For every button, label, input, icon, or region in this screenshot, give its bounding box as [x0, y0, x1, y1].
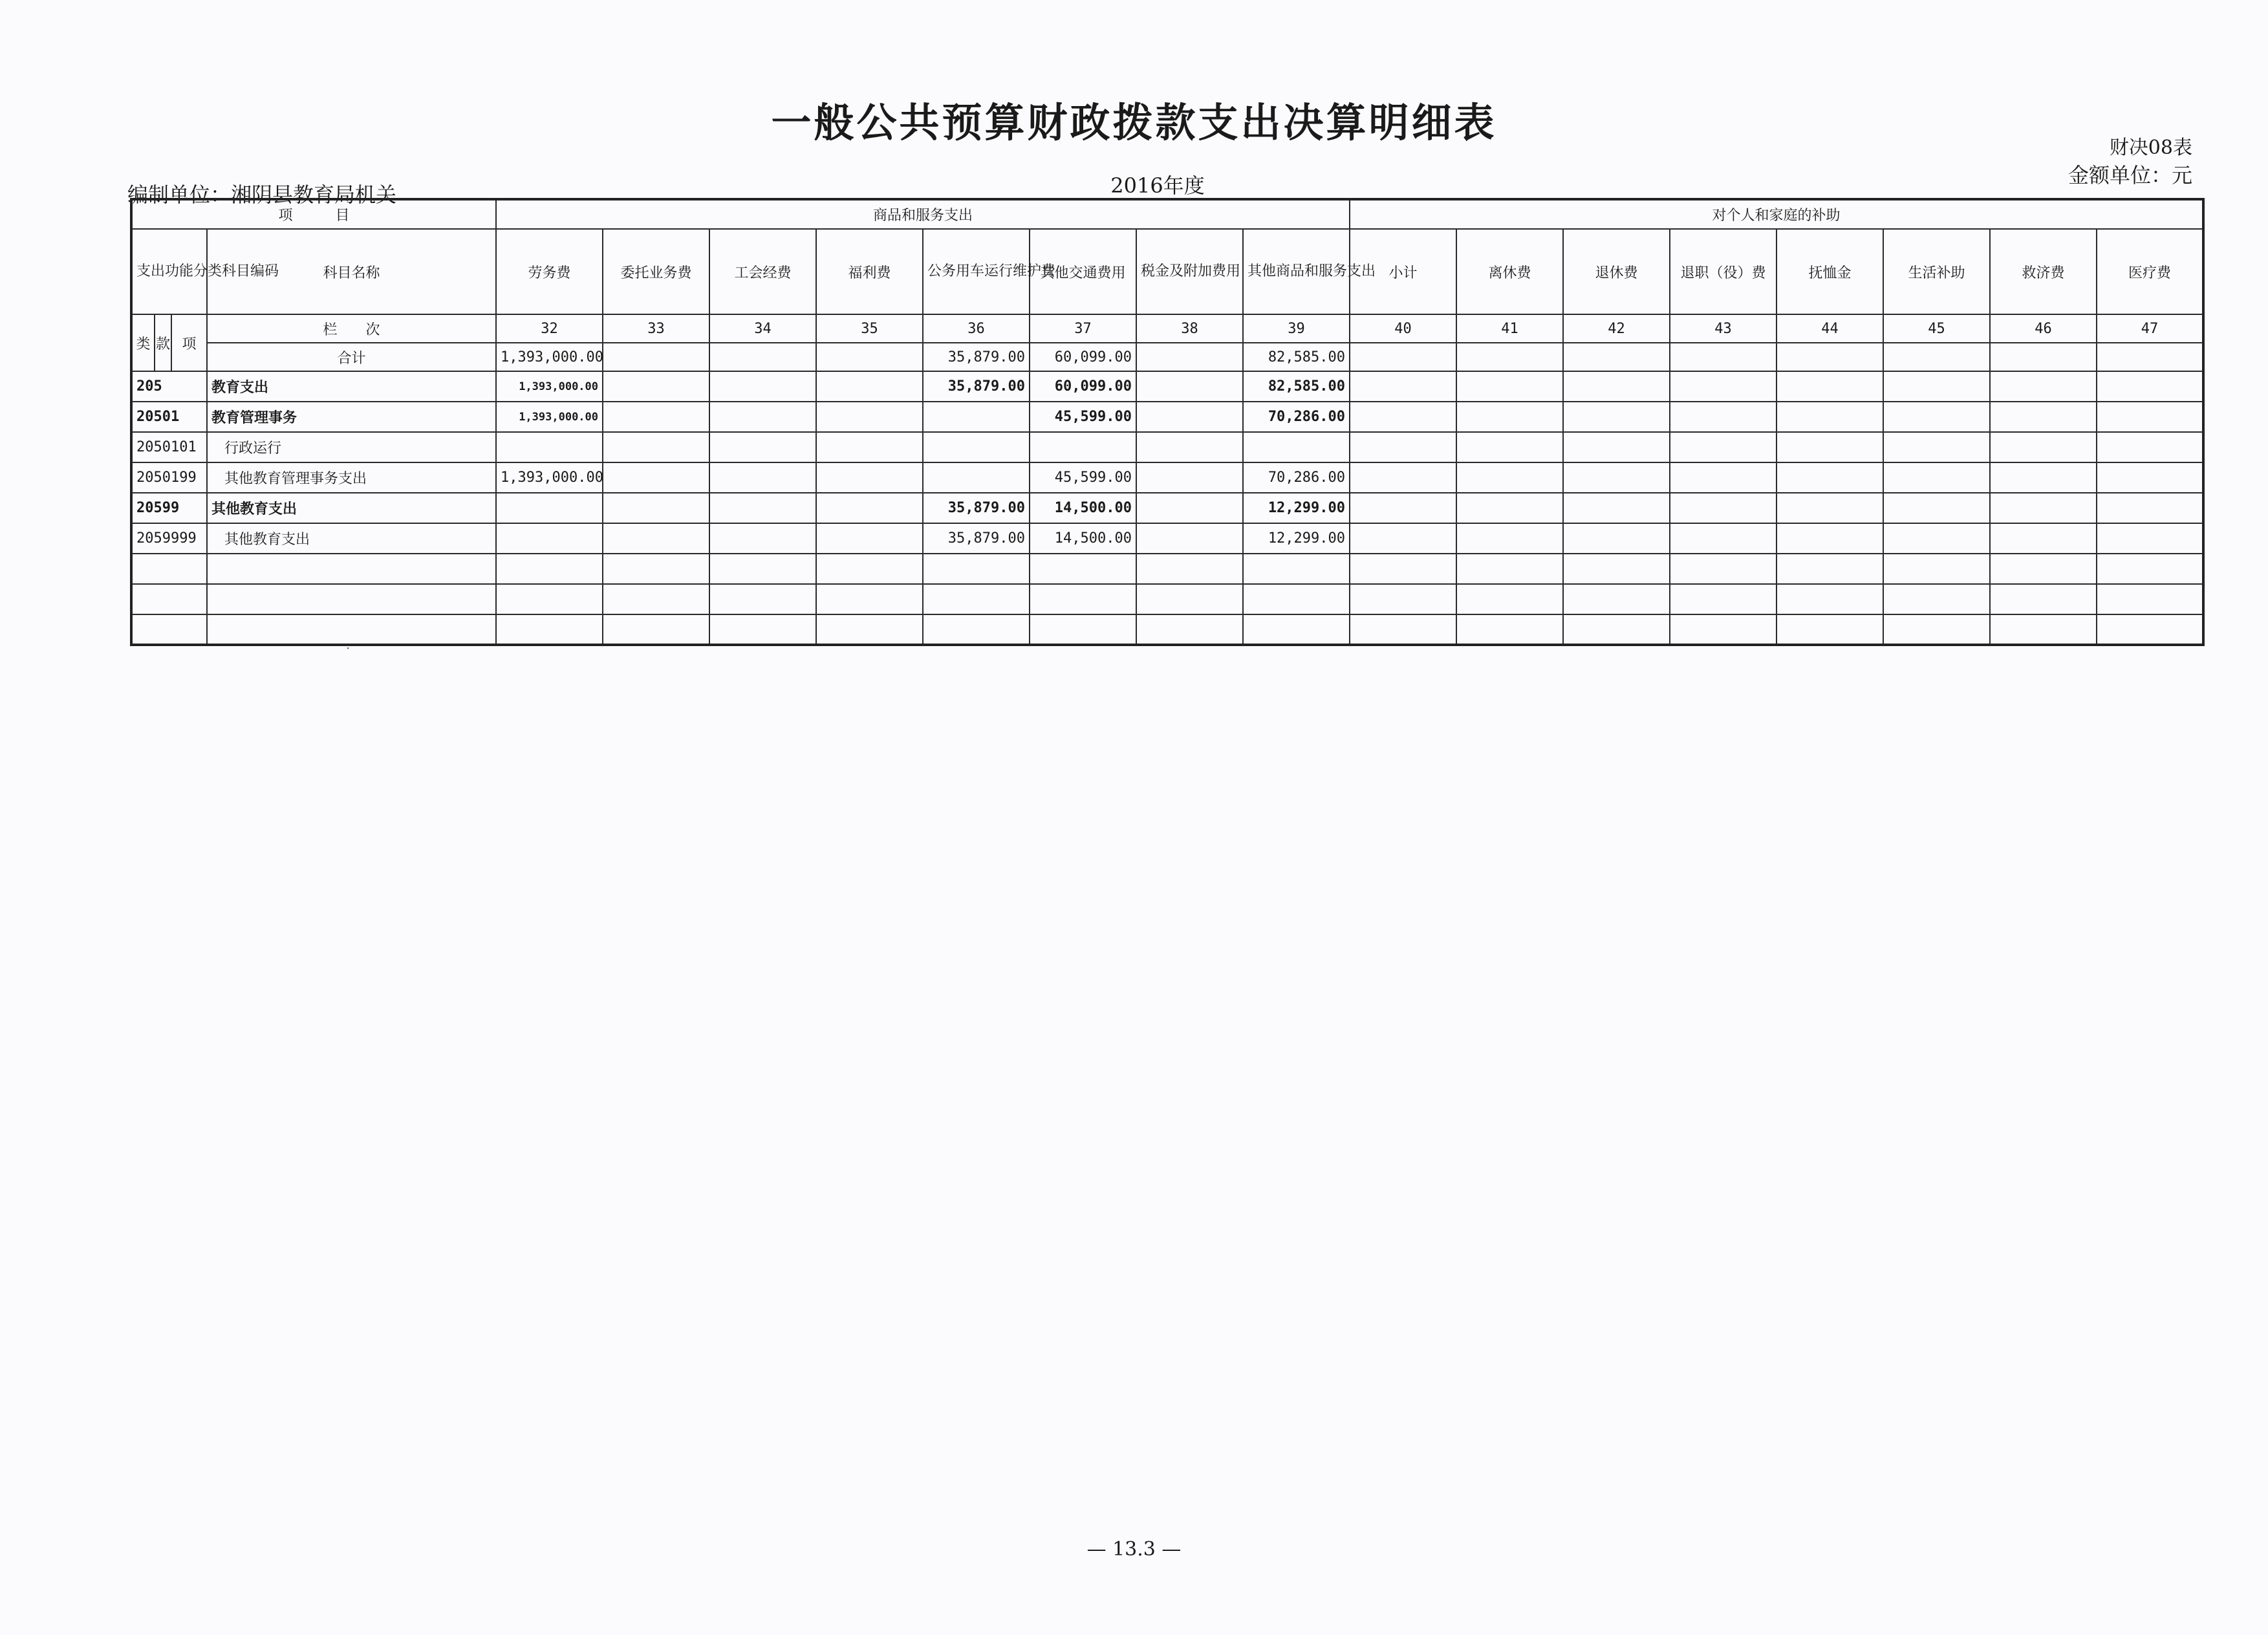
table-cell — [709, 402, 816, 432]
subject-code: 2059999 — [131, 523, 207, 554]
table-cell — [1456, 432, 1563, 462]
table-cell — [816, 554, 923, 584]
table-cell — [1456, 493, 1563, 523]
table-cell — [1670, 584, 1777, 614]
table-cell — [1563, 432, 1670, 462]
table-cell — [496, 584, 603, 614]
table-cell — [923, 584, 1030, 614]
table-cell — [1136, 554, 1243, 584]
table-cell — [603, 432, 709, 462]
table-cell — [2097, 432, 2203, 462]
header-col-40: 小计 — [1350, 229, 1456, 314]
table-cell — [1456, 462, 1563, 493]
header-kuan: 款 — [155, 314, 171, 371]
subject-name: 其他教育支出 — [207, 493, 496, 523]
table-cell — [1883, 523, 1990, 554]
table-cell — [1670, 432, 1777, 462]
table-cell: 35,879.00 — [923, 523, 1030, 554]
header-goods-services: 商品和服务支出 — [496, 199, 1350, 229]
table-cell — [709, 371, 816, 402]
col-number: 34 — [709, 314, 816, 343]
table-cell — [603, 493, 709, 523]
table-cell — [1350, 554, 1456, 584]
table-cell — [1777, 432, 1883, 462]
header-col-32: 劳务费 — [496, 229, 603, 314]
subject-name — [207, 614, 496, 645]
table-cell — [1883, 343, 1990, 371]
table-cell — [1456, 371, 1563, 402]
col-number: 32 — [496, 314, 603, 343]
col-number: 41 — [1456, 314, 1563, 343]
table-cell — [709, 614, 816, 645]
header-func-class: 支出功能分类科目编码 — [131, 229, 207, 314]
table-row — [131, 554, 2203, 584]
table-cell — [709, 462, 816, 493]
col-number: 33 — [603, 314, 709, 343]
total-label: 合计 — [207, 343, 496, 371]
table-cell — [2097, 614, 2203, 645]
table-cell — [923, 402, 1030, 432]
table-cell — [1777, 371, 1883, 402]
table-cell — [816, 343, 923, 371]
table-cell: 35,879.00 — [923, 371, 1030, 402]
table-cell — [1777, 554, 1883, 584]
table-cell — [816, 614, 923, 645]
col-number: 42 — [1563, 314, 1670, 343]
table-cell — [2097, 523, 2203, 554]
table-cell — [1456, 554, 1563, 584]
table-cell — [1136, 584, 1243, 614]
table-row — [131, 402, 2203, 432]
col-number: 40 — [1350, 314, 1456, 343]
col-number: 47 — [2097, 314, 2203, 343]
table-cell — [1990, 554, 2097, 584]
col-number: 45 — [1883, 314, 1990, 343]
table-cell — [1136, 462, 1243, 493]
header-col-41: 离休费 — [1456, 229, 1563, 314]
table-cell — [1350, 523, 1456, 554]
table-cell: 12,299.00 — [1243, 493, 1350, 523]
table-cell — [923, 462, 1030, 493]
table-cell — [1350, 584, 1456, 614]
header-item-group: 项 目 — [131, 199, 496, 229]
table-cell — [496, 554, 603, 584]
table-cell — [816, 493, 923, 523]
header-col-36: 公务用车运行维护费 — [923, 229, 1030, 314]
table-cell — [603, 554, 709, 584]
table-cell — [1350, 493, 1456, 523]
table-cell — [1456, 343, 1563, 371]
table-cell: 1,393,000.00 — [496, 462, 603, 493]
header-col-44: 抚恤金 — [1777, 229, 1883, 314]
subject-name: 教育支出 — [207, 371, 496, 402]
header-col-42: 退休费 — [1563, 229, 1670, 314]
col-number: 37 — [1030, 314, 1136, 343]
table-cell — [1350, 371, 1456, 402]
expenditure-detail-table — [130, 198, 2205, 646]
table-cell — [1777, 402, 1883, 432]
table-cell — [1136, 371, 1243, 402]
table-cell: 35,879.00 — [923, 493, 1030, 523]
table-cell — [1670, 462, 1777, 493]
form-number: 财决08表 — [2109, 136, 2192, 159]
header-col-33: 委托业务费 — [603, 229, 709, 314]
table-cell — [496, 523, 603, 554]
table-cell — [709, 584, 816, 614]
table-cell — [2097, 493, 2203, 523]
table-cell — [1990, 584, 2097, 614]
table-cell — [1670, 371, 1777, 402]
table-cell — [1670, 402, 1777, 432]
table-cell — [1777, 584, 1883, 614]
table-cell — [1670, 614, 1777, 645]
table-cell — [1883, 402, 1990, 432]
table-cell — [2097, 371, 2203, 402]
table-cell — [1563, 371, 1670, 402]
subject-name: 其他教育管理事务支出 — [207, 462, 496, 493]
table-cell — [816, 402, 923, 432]
table-cell — [1883, 462, 1990, 493]
table-cell — [2097, 343, 2203, 371]
header-xiang: 项 — [171, 314, 207, 371]
table-cell — [1563, 614, 1670, 645]
table-cell — [1670, 523, 1777, 554]
table-cell — [1883, 554, 1990, 584]
table-cell — [816, 371, 923, 402]
table-cell — [603, 614, 709, 645]
table-cell: 45,599.00 — [1030, 462, 1136, 493]
subject-code: 20501 — [131, 402, 207, 432]
table-cell — [1456, 614, 1563, 645]
table-cell — [1563, 554, 1670, 584]
table-cell — [1456, 523, 1563, 554]
table-row-total — [131, 343, 2203, 371]
table-cell — [1243, 614, 1350, 645]
header-subject-name: 科目名称 — [207, 229, 496, 314]
table-cell — [1990, 371, 2097, 402]
subject-name: 行政运行 — [207, 432, 496, 462]
table-cell — [496, 614, 603, 645]
header-col-37: 其他交通费用 — [1030, 229, 1136, 314]
table-cell — [923, 614, 1030, 645]
table-cell: 12,299.00 — [1243, 523, 1350, 554]
col-number: 39 — [1243, 314, 1350, 343]
subject-code — [131, 584, 207, 614]
table-cell — [709, 554, 816, 584]
subject-code — [131, 614, 207, 645]
table-cell — [1883, 371, 1990, 402]
table-cell — [1243, 432, 1350, 462]
table-cell — [1350, 614, 1456, 645]
amount-unit: 金额单位：元 — [2068, 163, 2192, 188]
table-cell — [1136, 523, 1243, 554]
table-cell — [1030, 584, 1136, 614]
table-cell: 60,099.00 — [1030, 371, 1136, 402]
table-cell — [1883, 493, 1990, 523]
col-number: 38 — [1136, 314, 1243, 343]
data-rows — [131, 371, 2203, 645]
table-cell — [1030, 432, 1136, 462]
table-cell — [496, 432, 603, 462]
table-cell — [1030, 614, 1136, 645]
table-cell — [603, 523, 709, 554]
table-cell — [1136, 343, 1243, 371]
table-cell: 14,500.00 — [1030, 493, 1136, 523]
table-cell — [1670, 343, 1777, 371]
table-cell — [1350, 432, 1456, 462]
table-cell — [1777, 462, 1883, 493]
table-row — [131, 371, 2203, 402]
table-cell — [1990, 432, 2097, 462]
col-number: 35 — [816, 314, 923, 343]
table-row — [131, 614, 2203, 645]
header-col-45: 生活补助 — [1883, 229, 1990, 314]
table-cell — [709, 432, 816, 462]
table-cell — [1136, 614, 1243, 645]
subject-code: 2050101 — [131, 432, 207, 462]
table-cell — [1350, 402, 1456, 432]
col-number: 43 — [1670, 314, 1777, 343]
table-row — [131, 523, 2203, 554]
table-cell: 70,286.00 — [1243, 402, 1350, 432]
compiling-unit: 编制单位：湘阴县教育局机关 — [127, 182, 397, 207]
table-cell — [1136, 432, 1243, 462]
table-cell: 35,879.00 — [923, 343, 1030, 371]
table-cell — [1563, 402, 1670, 432]
header-lei: 类 — [131, 314, 155, 371]
subject-code: 205 — [131, 371, 207, 402]
table-cell — [1136, 402, 1243, 432]
table-cell — [1563, 523, 1670, 554]
table-cell — [1777, 343, 1883, 371]
table-cell — [2097, 554, 2203, 584]
table-cell — [1563, 462, 1670, 493]
table-cell — [1990, 402, 2097, 432]
table-cell — [1243, 584, 1350, 614]
table-cell — [1883, 432, 1990, 462]
header-col-46: 救济费 — [1990, 229, 2097, 314]
table-cell — [816, 523, 923, 554]
table-cell — [2097, 584, 2203, 614]
table-cell — [1990, 523, 2097, 554]
header-col-34: 工会经费 — [709, 229, 816, 314]
header-lanci: 栏 次 — [207, 314, 496, 343]
table-cell — [709, 343, 816, 371]
table-cell — [496, 493, 603, 523]
table-cell — [1883, 584, 1990, 614]
table-cell: 1,393,000.00 — [496, 371, 603, 402]
page-title: 一般公共预算财政拨款支出决算明细表 — [771, 99, 1497, 146]
col-number: 46 — [1990, 314, 2097, 343]
table-cell — [1456, 584, 1563, 614]
table-cell — [2097, 462, 2203, 493]
table-cell — [816, 432, 923, 462]
table-row — [131, 462, 2203, 493]
table-cell — [1670, 493, 1777, 523]
table-cell — [923, 432, 1030, 462]
scan-mark: · — [346, 640, 351, 656]
table-cell: 45,599.00 — [1030, 402, 1136, 432]
table-cell — [1990, 462, 2097, 493]
table-cell: 70,286.00 — [1243, 462, 1350, 493]
table-cell — [709, 523, 816, 554]
header-col-38: 税金及附加费用 — [1136, 229, 1243, 314]
table-cell: 14,500.00 — [1030, 523, 1136, 554]
subject-name — [207, 584, 496, 614]
table-row — [131, 584, 2203, 614]
table-cell: 82,585.00 — [1243, 343, 1350, 371]
table-cell — [1136, 493, 1243, 523]
header-col-47: 医疗费 — [2097, 229, 2203, 314]
table-cell — [603, 462, 709, 493]
table-cell — [816, 462, 923, 493]
table-cell — [1670, 554, 1777, 584]
subject-name: 教育管理事务 — [207, 402, 496, 432]
table-cell — [1563, 584, 1670, 614]
table-cell: 60,099.00 — [1030, 343, 1136, 371]
table-cell — [1990, 343, 2097, 371]
table-cell — [1777, 493, 1883, 523]
table-row — [131, 493, 2203, 523]
table-row — [131, 432, 2203, 462]
subject-name: 其他教育支出 — [207, 523, 496, 554]
header-col-43: 退职（役）费 — [1670, 229, 1777, 314]
table-cell — [1456, 402, 1563, 432]
table-cell — [603, 584, 709, 614]
subject-code: 2050199 — [131, 462, 207, 493]
header-col-35: 福利费 — [816, 229, 923, 314]
table-cell: 1,393,000.00 — [496, 343, 603, 371]
table-cell — [1777, 523, 1883, 554]
table-cell — [1990, 493, 2097, 523]
table-cell — [2097, 402, 2203, 432]
table-cell: 1,393,000.00 — [496, 402, 603, 432]
table-cell — [1350, 343, 1456, 371]
header-col-39: 其他商品和服务支出 — [1243, 229, 1350, 314]
table-cell — [1563, 343, 1670, 371]
table-cell — [1243, 554, 1350, 584]
table-cell — [1883, 614, 1990, 645]
table-cell — [1777, 614, 1883, 645]
subject-code — [131, 554, 207, 584]
subject-code: 20599 — [131, 493, 207, 523]
table-cell — [923, 554, 1030, 584]
col-number: 36 — [923, 314, 1030, 343]
table-cell — [603, 343, 709, 371]
table-cell — [603, 371, 709, 402]
fiscal-year: 2016年度 — [1110, 173, 1205, 198]
col-number: 44 — [1777, 314, 1883, 343]
table-cell — [709, 493, 816, 523]
table-cell — [1990, 614, 2097, 645]
table-cell — [603, 402, 709, 432]
table-cell — [1563, 493, 1670, 523]
page-number: — 13.3 — — [1086, 1538, 1182, 1561]
table-cell — [816, 584, 923, 614]
subject-name — [207, 554, 496, 584]
table-cell — [1350, 462, 1456, 493]
table-cell — [1030, 554, 1136, 584]
table-cell: 82,585.00 — [1243, 371, 1350, 402]
header-personal-subsidy: 对个人和家庭的补助 — [1350, 199, 2203, 229]
